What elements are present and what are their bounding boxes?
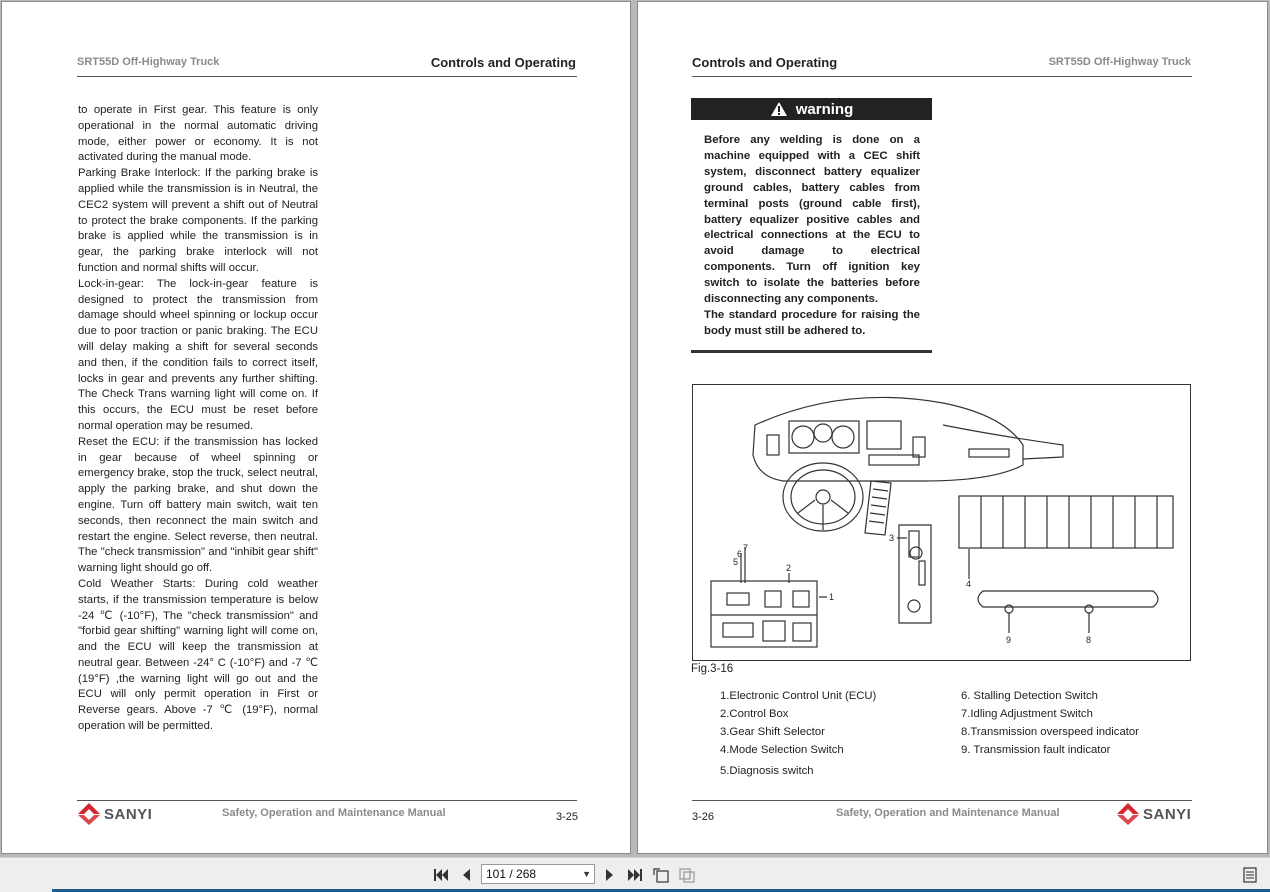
legend-item: 1.Electronic Control Unit (ECU) xyxy=(720,690,877,702)
warning-text xyxy=(704,133,920,340)
logo-text: SANYI xyxy=(104,805,153,823)
next-page-button[interactable] xyxy=(600,858,620,892)
footer-manual-title: Safety, Operation and Maintenance Manual xyxy=(222,807,446,819)
prev-page-button[interactable] xyxy=(456,858,476,892)
warning-paragraph: The standard procedure for raising the body must still be adhered to. xyxy=(704,308,920,337)
first-page-icon xyxy=(433,868,449,882)
page-3-26 xyxy=(637,1,1268,854)
legend-item: 8.Transmission overspeed indicator xyxy=(961,726,1139,738)
warning-paragraph: Before any welding is done on a machine equipped with a CEC shift system, disconnect battery equalizer ground cables, battery cables from terminal posts (ground cable first), battery equalizer positive cables and electrical connections at the ECU to avoid damage to electrical components. Turn off ignition key switch to isolate the batteries before disconnecting any components. xyxy=(704,134,920,306)
figure-3-16 xyxy=(692,384,1191,661)
header-doc-title: SRT55D Off-Highway Truck xyxy=(1048,56,1191,68)
prev-page-icon xyxy=(461,868,471,882)
page-number: 3-26 xyxy=(692,811,715,823)
dashboard-illustration xyxy=(693,385,1190,660)
callout-3: 3 xyxy=(889,533,895,543)
sanyi-logo-icon xyxy=(1116,802,1140,826)
sanyi-logo xyxy=(77,802,152,826)
last-page-button[interactable] xyxy=(624,858,646,892)
body-text xyxy=(78,103,318,735)
page-view-button[interactable] xyxy=(1240,858,1260,892)
paragraph: to operate in First gear. This feature is only operational in the normal automatic driving mode, either power or economy. It is not activated during the manual mode. xyxy=(78,104,318,164)
warning-title: warning xyxy=(795,100,854,118)
legend-item: 4.Mode Selection Switch xyxy=(720,744,844,756)
callout-4: 4 xyxy=(966,579,972,589)
logo-text: SANYI xyxy=(1143,805,1192,823)
legend-item: 6. Stalling Detection Switch xyxy=(961,690,1098,702)
page-number-value: 101 / 268 xyxy=(486,867,537,881)
viewer-toolbar xyxy=(0,857,1270,892)
header-rule xyxy=(77,76,577,77)
callout-1: 1 xyxy=(829,592,835,602)
callout-9: 9 xyxy=(1006,635,1012,645)
paragraph: Cold Weather Starts: During cold weather starts, if the transmission temperature is below -24 ℃ (-10°F), The "check transmission" and "forbid gear shifting" warning light will come on, and the ECU will keep the transmission at neutral gear. Between -24° C (-10°F) and -7 ℃ (19°F) ,the warning light will go out and the ECU will only permit operation in First or Reverse gears. Above -7 ℃ (19°F), normal operation will be permitted. xyxy=(78,577,318,733)
page-3-25 xyxy=(1,1,631,854)
warning-banner xyxy=(691,98,932,120)
footer-manual-title: Safety, Operation and Maintenance Manual xyxy=(836,807,1060,819)
first-page-button[interactable] xyxy=(430,858,452,892)
sanyi-logo xyxy=(1116,802,1191,826)
footer-rule xyxy=(77,800,577,801)
paragraph: Parking Brake Interlock: If the parking brake is applied while the transmission is in Neutral, the CEC2 system will prevent a shift out of Neutral to protect the brake components. If the parking brake is applied while the transmission is in gear, the parking brake interlock will not function and normal shifts will occur. xyxy=(78,167,318,274)
callout-5: 5 xyxy=(733,557,739,567)
rotate-icon xyxy=(652,867,670,883)
chevron-down-icon[interactable]: ▼ xyxy=(582,869,591,879)
page-number-field[interactable] xyxy=(481,864,595,884)
callout-2: 2 xyxy=(786,563,792,573)
figure-caption: Fig.3-16 xyxy=(691,663,734,675)
last-page-icon xyxy=(627,868,643,882)
header-doc-title: SRT55D Off-Highway Truck xyxy=(77,56,220,68)
footer-rule xyxy=(692,800,1192,801)
legend-item: 7.Idling Adjustment Switch xyxy=(961,708,1093,720)
fit-icon xyxy=(678,867,696,883)
warning-rule xyxy=(691,350,932,353)
legend-item: 9. Transmission fault indicator xyxy=(961,744,1111,756)
fit-view-button[interactable] xyxy=(676,858,698,892)
next-page-icon xyxy=(605,868,615,882)
header-section-title: Controls and Operating xyxy=(692,55,838,70)
legend-item: 5.Diagnosis switch xyxy=(720,765,814,777)
legend-item: 3.Gear Shift Selector xyxy=(720,726,825,738)
warning-triangle-icon xyxy=(770,101,788,117)
paragraph: Lock-in-gear: The lock-in-gear feature is designed to protect the transmission from damage should wheel spinning or lockup occur due to poor traction or panic braking. The ECU will delay making a shift for several seconds and then, if the condition fails to correct itself, locks in gear and prevents any further shifting. The Check Trans warning light will come on. If this occurs, the ECU must be reset before normal operation may be resumed. xyxy=(78,277,318,432)
callout-7: 7 xyxy=(743,543,749,553)
callout-8: 8 xyxy=(1086,635,1092,645)
callout-6: 6 xyxy=(737,549,743,559)
header-section-title: Controls and Operating xyxy=(430,55,576,70)
legend-item: 2.Control Box xyxy=(720,708,789,720)
paragraph: Reset the ECU: if the transmission has locked in gear because of wheel spinning or emergency brake, stop the truck, select neutral, apply the parking brake, and shut down the engine. Turn off battery main switch, wait ten seconds, then reconnect the main switch and restart the engine. Select reverse, then neutral. The "check transmission" and "inhibit gear shift" warning light should go off. xyxy=(78,435,318,575)
header-rule xyxy=(692,76,1192,77)
sanyi-logo-icon xyxy=(77,802,101,826)
rotate-view-button[interactable] xyxy=(650,858,672,892)
page-number: 3-25 xyxy=(556,811,579,823)
page-view-icon xyxy=(1243,867,1257,883)
